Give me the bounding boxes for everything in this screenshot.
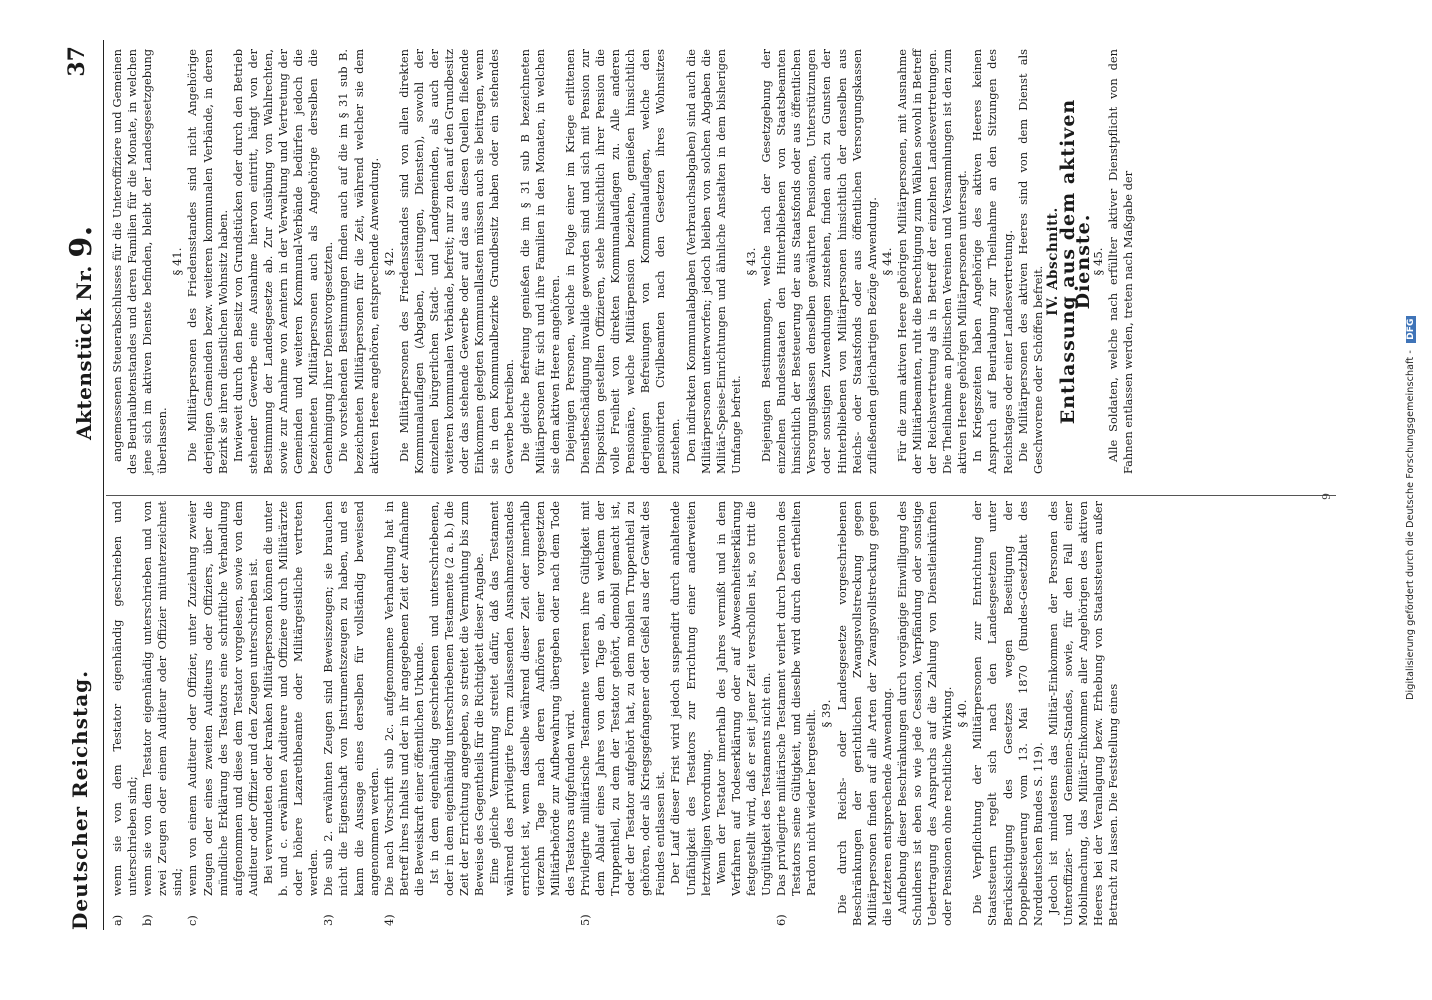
footer-mark: 9 <box>1320 493 1333 500</box>
column-divider <box>106 495 1336 496</box>
item-text: wenn sie von dem Testator eigenhändig unterschrieben und von zwei Zeugen oder einem Auditeur oder Offizier mitunterzeichnet sind; <box>140 501 185 896</box>
item-text: wenn sie von dem Testator eigenhändig geschrieben und unterschrieben sind; <box>110 501 140 896</box>
paragraph: Die Militärpersonen des Friedensstandes sind von allen direkten Kommunalauflagen (Abgaben, Leistungen, Diensten), sowohl der einzelnen bürgerlichen Stadt- und Landgemeinden, als auch der weiteren kommunalen Verbände, befreit; nur zu den auf den Grundbesitz oder das stehende Gewerbe oder auf das aus diesen Quellen fließende Einkommen gelegten Kommunallasten müssen auch sie beitragen, wenn sie in dem Kommunalbezirke Grundbesitz haben oder ein stehendes Gewerbe betreiben. <box>396 49 517 474</box>
paragraph: Diejenigen Personen, welche in Folge einer im Kriege erlittenen Dienstbeschädigung invalide geworden sind und sich mit Pension zur Disposition gestellten Offizieren, stehe hinsichtlich ihrer Pension die volle Freiheit von direkten Kommunalauflagen zu. Alle anderen Pensionäre, welche Militärpension beziehen, genießen hinsichtlich derjenigen Befreiungen von Kommunalauflagen, welche den pensionirten Civilbeamten nach den Gesetzen ihres Wohnsitzes zustehen. <box>562 49 683 474</box>
page-header <box>62 40 99 930</box>
paragraph: Die Verpflichtung der Militärpersonen zur Entrichtung der Staatssteuern regelt sich nach den Landesgesetzen unter Berücksichtigung des Gesetzes wegen Beseitigung der Doppelbesteuerung vom 13. Mai 1870 (Bundes-Gesetzblatt des Norddeutschen Bundes S. 119). <box>970 501 1045 926</box>
enumerated-item <box>382 501 427 926</box>
section-heading: IV. Abschnitt. <box>1044 207 1061 316</box>
enumerated-item <box>185 501 260 926</box>
paragraph: In Kriegszeiten haben Angehörige des aktiven Heeres keinen Anspruch auf Beurlaubung zur Theilnahme an den Sitzungen des Reichstages oder einer Landesvertretung. <box>970 49 1015 474</box>
enumerated-item <box>140 501 185 926</box>
item-text: Die sub 2. erwähnten Zeugen sind Beweiszeugen; sie brauchen nicht die Eigenschaft von Instrumentszeugen zu haben, und es kann die Aussage eines derselben für vollständig beweisend angenommen werden. <box>321 501 381 896</box>
paragraph: Die Militärpersonen des Friedensstandes sind nicht Angehörige derjenigen Gemeinden bezw. weiteren kommunalen Verbände, in deren Bezirk sie ihren dienstlichen Wohnsitz haben. <box>185 49 230 474</box>
section-number: § 45. <box>1091 247 1106 276</box>
header-rule <box>103 40 104 930</box>
item-paragraph: Wenn der Testator innerhalb des Jahres vermißt und in dem Verfahren auf Todeserklärung oder auf Abwesenheitserklärung festgestellt wird, daß er seit jener Zeit verschollen ist, so tritt die Ungültigkeit des Testaments nicht ein. <box>713 501 774 896</box>
section-number: § 40. <box>955 699 970 728</box>
item-label: 6) <box>774 914 789 926</box>
enumerated-item <box>110 501 140 926</box>
paragraph: Die gleiche Befreiung genießen die im § 31 sub B bezeichneten Militärpersonen für sich und ihre Familien in den Monaten, in welchen sie dem aktiven Heere angehören. <box>517 49 562 474</box>
item-label: c) <box>185 915 200 926</box>
dfg-badge: DFG <box>1406 316 1416 343</box>
paragraph: Den indirekten Kommunalabgaben (Verbrauchsabgaben) sind auch die Militärpersonen unterworfen; jedoch bleiben von solchen Abgaben die Militär-Speise-Einrichtungen und ähnliche Anstalten in dem bisherigen Umfange befreit. <box>683 49 743 474</box>
item-label: 3) <box>321 914 336 926</box>
header-title: Deutscher Reichstag. <box>68 669 92 930</box>
right-column <box>110 49 1136 474</box>
enumerated-item <box>321 501 381 926</box>
enumerated-item <box>774 501 819 926</box>
paragraph: Die durch Reichs- oder Landesgesetze vorgeschriebenen Beschränkungen der gerichtlichen Zwangsvollstreckung gegen Militärpersonen finden auf alle Arten der Zwangsvollstreckung gegen die letzteren entsprechende Anwendung. <box>834 501 894 926</box>
section-number: § 39. <box>819 699 834 728</box>
item-text: wenn von einem Auditeur oder Offizier, unter Zuziehung zweier Zeugen oder eines zweiten Auditeurs oder Offiziers, über die mündliche Erklärung des Testators eine schriftliche Verhandlung aufgenommen und diese dem Testator vorgelesen, sowie von dem Auditeur oder Offizier und den Zeugen unterschrieben ist. <box>185 501 260 896</box>
item-text: Die nach Vorschrift sub 2c. aufgenommene Verhandlung hat in Betreff ihres Inhalts und der in ihr angegebenen Zeit der Aufnahme die Beweiskraft einer öffentlichen Urkunde. <box>381 501 426 896</box>
section-subheading: Entlassung aus dem aktiven Dienste. <box>1056 98 1094 425</box>
paragraph: Alle Soldaten, welche nach erfüllter aktiver Dienstpflicht von den Fahnen entlassen werden, treten nach Maßgabe der <box>1106 49 1136 474</box>
item-paragraph: Eine gleiche Vermuthung streitet dafür, daß das Testament während des privilegirte Form zulassenden Ausnahmezustandes errichtet ist, wenn dasselbe während dieser Zeit oder innerhalb vierzehn Tage nach deren Aufhören einer vorgesetzten Militärbehörde zur Aufbewahrung übergeben oder nach dem Tode des Testators aufgefunden wird. <box>487 501 577 896</box>
paragraph: Aufhebung dieser Beschränkungen durch vorgängige Einwilligung des Schuldners ist eben so wie jede Cession, Verpfändung oder sonstige Uebertragung des Anspruchs auf die Zahlung von Dienstleinkünften oder Pensionen ohne rechtliche Wirkung. <box>894 501 955 926</box>
paragraph: Für die zum aktiven Heere gehörigen Militärpersonen, mit Ausnahme der Militärbeamten, ruht die Berechtigung zum Wählen sowohl in Betreff der Reichsvertretung als in Betreff der einzelnen Landesvertretungen. Die Theilnahme an politischen Vereinen und Versammlungen ist den zum aktiven Heere gehörigen Militärpersonen untersagt. <box>894 49 970 474</box>
item-label: 5) <box>577 914 592 926</box>
section-number: § 41. <box>170 247 185 276</box>
paragraph: angemessenen Steuerabschlusses für die Unteroffiziere und Gemeinen des Beurlaubtenstandes und deren Familien für die Monate, in welchen jene sich im aktiven Dienste befinden, bleibt der Landesgesetzgebung überlassen. <box>110 49 170 474</box>
item-text: Das privilegirte militärische Testament verliert durch Desertion des Testators seine Gültigkeit, und dieselbe wird durch den ertheilten Pardon nicht wieder hergestellt. <box>774 501 819 896</box>
paragraph: Jedoch ist mindestens das Militär-Einkommen der Personen des Unteroffizier- und Gemeinen-Standes, sowie, für den Fall einer Mobilmachung, das Militär-Einkommen aller Angehörigen des aktiven Heeres bei der Veranlagung bezw. Erhebung von Staatssteuern außer Betracht zu lassen. Die Feststellung eines <box>1045 501 1121 926</box>
paragraph: Die vorstehenden Bestimmungen finden auch auf die im § 31 sub B. bezeichneten Militärpersonen für die Zeit, während welcher sie dem aktiven Heere angehören, entsprechende Anwendung. <box>336 49 381 474</box>
item-paragraph: Bei verwundeten oder kranken Militärpersonen können die unter b. und c. erwähnten Auditeure und Offiziere durch Militärärzte oder höhere Lazarethbeamte oder Militärgeistliche vertreten werden. <box>260 501 321 896</box>
section-number: § 43. <box>743 247 758 276</box>
item-label: a) <box>110 914 124 926</box>
item-label: 4) <box>381 914 396 926</box>
item-paragraph: Ist in dem eigenhändig geschriebenen und unterschriebenen, oder in dem eigenhändig unterschriebenen Testamente (2 a. b.) die Zeit der Errichtung angegeben, so streitet die Vermuthung bis zum Beweise des Gegentheils für die Richtigkeit dieser Angabe. <box>426 501 487 896</box>
paragraph: Inwieweit durch den Besitz von Grundstücken oder durch den Betrieb stehender Gewerbe eine Ausnahme hiervon eintritt, hängt von der Bestimmung der Landesgesetze ab. Zur Ausübung von Wahlrechten, sowie zur Annahme von Aemtern in der Verwaltung und Vertretung der Gemeinden und weiteren Kommunal-Verbände bedürfen jedoch die bezeichneten Militärpersonen auch als Angehörige derselben die Genehmigung ihrer Dienstvorgesetzten. <box>230 49 336 474</box>
left-column <box>110 501 1121 926</box>
item-label: b) <box>140 914 155 926</box>
header-document-number <box>64 225 99 440</box>
credit-text: Digitalisierung gefördert durch die Deutsche Forschungsgemeinschaft - <box>1405 350 1416 700</box>
item-text: Privilegirte militärische Testamente verlieren ihre Gültigkeit mit dem Ablauf eines Jahres von dem Tage ab, an welchem der Truppentheil, zu dem der Testator gehört, demobil gemacht ist, oder der Testator aufgehört hat, zu dem mobilen Truppentheil zu gehören, oder als Kriegsgefangener oder Geißel aus der Gewalt des Feindes entlassen ist. <box>577 501 668 896</box>
section-number: § 44. <box>879 247 894 276</box>
header-document-num: 9. <box>64 225 99 258</box>
digitization-credit <box>1405 316 1416 700</box>
paragraph: Die Militärpersonen des aktiven Heeres sind von dem Dienst als Geschworene oder Schöffen befreit. <box>1015 49 1045 474</box>
header-document-prefix: Aktenstück Nr. <box>72 265 96 440</box>
paragraph: Diejenigen Bestimmungen, welche nach der Gesetzgebung der einzelnen Bundesstaaten den Hinterbliebenen von Staatsbeamten hinsichtlich der Besteuerung der aus Staatsfonds oder aus öffentlichen Versorgungskassen denselben gewährten Pensionen, Unterstützungen oder sonstigen Zuwendungen zustehen, finden auch zu Gunsten der Hinterbliebenen von Militärpersonen hinsichtlich der denselben aus Reichs- oder Staatsfonds oder aus öffentlichen Versorgungskassen zufließenden gleichartigen Bezüge Anwendung. <box>759 49 879 474</box>
enumerated-item <box>578 501 669 926</box>
item-paragraph: Der Lauf dieser Frist wird jedoch suspendirt durch anhaltende Unfähigkeit des Testators zur Errichtung einer anderweiten letztwilligen Verordnung. <box>668 501 713 896</box>
page-number: 37 <box>64 46 90 77</box>
section-number: § 42. <box>381 247 396 276</box>
